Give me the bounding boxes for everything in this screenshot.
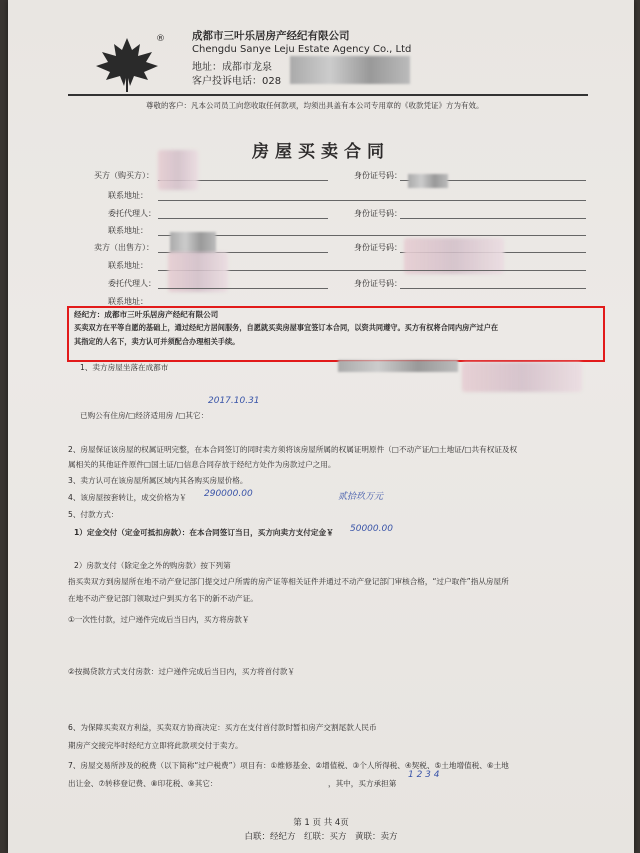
highlight-line-1: 买卖双方在平等自愿的基础上，通过经纪方居间服务，自愿就买卖房屋事宜签订本合同，以资共同遵守。买方有权将合同内房产过户在 [74,323,499,332]
redacted-address [290,56,410,84]
redacted-seller-name [170,232,216,254]
buyer-agent-label: 委托代理人： [108,209,156,218]
clause-7-line-1: 7、房屋交易所涉及的税费（以下简称“过户税费”）项目有：①维修基金、②增值税、③个人所得税、④契税、⑤土地增值税、⑥土地 [68,761,509,770]
redacted-buyer-id [408,174,448,188]
handwritten-deposit: 50000.00 [350,524,393,534]
clause-6-line-2: 期房产交接完毕时经纪方立即将此款项交付于卖方。 [68,741,243,750]
contract-title: 房屋买卖合同 [252,142,390,162]
buyer-agent-address-label: 联系地址： [108,226,148,235]
seller-agent-id-label: 身份证号码： [354,279,402,288]
redacted-property-address [338,360,458,372]
handwritten-date: 2017.10.31 [208,396,260,406]
redacted-property-info [462,362,582,392]
seller-label: 卖方（出售方）： [94,243,154,252]
buyer-label: 买方（购买方）： [94,171,154,180]
handwritten-tax-items: 1 2 3 4 [408,770,440,780]
clause-5-mortgage: ②按揭贷款方式支付房款：过户递件完成后当日内，买方将首付款￥ [68,667,296,676]
buyer-agent-id-label: 身份证号码： [354,209,402,218]
clause-5-transfer-def-1: 指买卖双方到房屋所在地不动产登记部门提交过户所需的房产证等相关证件并通过不动产登记部门审核合格，“过户取件”指从房屋所 [68,577,509,586]
clause-1-housing-type: 已购公有住房/□经济适用房 /□其它： [80,411,209,420]
clause-5-payment: 2）房款支付（除定金之外的购房款）按下列第 [74,561,231,570]
clause-5-lump-sum: ①一次性付款，过户递件完成后当日内，买方将房款￥ [68,615,250,624]
complaint-hotline: 客户投诉电话：028 [192,76,282,87]
seller-agent-label: 委托代理人： [108,279,156,288]
handwritten-price-number: 290000.00 [204,489,253,499]
clause-2-line-2: 属相关的其他证件原件□国土证/□信息合同存放于经纪方处作为房款过户之用。 [68,460,336,469]
buyer-address-label: 联系地址： [108,191,148,200]
redacted-buyer-name [158,150,198,190]
registered-mark: ® [156,34,165,44]
handwritten-price-words: 贰拾玖万元 [338,492,384,502]
company-name-en: Chengdu Sanye Leju Estate Agency Co., Ltd [192,44,412,55]
clause-2-line-1: 2、房屋保证该房屋的权属证明完整，在本合同签订的同时卖方须将该房屋所属的权属证明原件（□不动产证/□土地证/□共有权证及权 [68,445,518,454]
buyer-id-label: 身份证号码： [354,171,402,180]
seller-address-label: 联系地址： [108,261,148,270]
redacted-seller-address [168,252,228,292]
clause-7-line-2: 出让金、⑦转移登记费、⑧印花税、⑨其它： [68,779,218,788]
clause-5-deposit: 1）定金交付（定金可抵扣房款）：在本合同签订当日，买方向卖方支付定金￥ [74,528,334,537]
clause-6-line-1: 6、为保障买卖双方利益，买卖双方协商决定：买方在支付首付款时暂扣房产交割尾款人民币 [68,723,377,732]
clause-4: 4、该房屋按套转让，成交价格为￥ [68,493,187,502]
clause-5-transfer-def-2: 在地不动产登记部门领取过户到买方名下的新不动产证。 [68,594,258,603]
clause-7-buyer-share: ，其中，买方承担第 [328,779,397,788]
seller-agent-address-label: 联系地址： [108,297,148,306]
header-rule [68,94,588,96]
page-number: 第 1 页 共 4页 [293,818,349,828]
clause-1: 1、卖方房屋坐落在成都市 [80,363,169,372]
highlight-line-2: 其指定的人名下，卖方认可并须配合办理相关手续。 [74,337,240,346]
broker-line: 经纪方：成都市三叶乐居房产经纪有限公司 [74,310,219,319]
company-name-cn: 成都市三叶乐居房产经纪有限公司 [192,30,350,42]
highlight-box [67,306,605,362]
seller-id-label: 身份证号码： [354,243,402,252]
redacted-seller-id [404,238,504,274]
clause-5: 5、付款方式： [68,510,119,519]
copy-colors: 白联：经纪方 红联：买方 黄联：卖方 [244,832,398,842]
payment-notice: 尊敬的客户：凡本公司员工向您收取任何款项，均须出具盖有本公司专用章的《收款凭证》方为有效。 [146,101,484,110]
company-address: 地址：成都市龙泉 [192,62,272,73]
contract-page [8,0,634,853]
maple-leaf-logo-icon [92,34,162,94]
clause-3: 3、卖方认可在该房屋所属区域内其各购买房屋价格。 [68,476,248,485]
